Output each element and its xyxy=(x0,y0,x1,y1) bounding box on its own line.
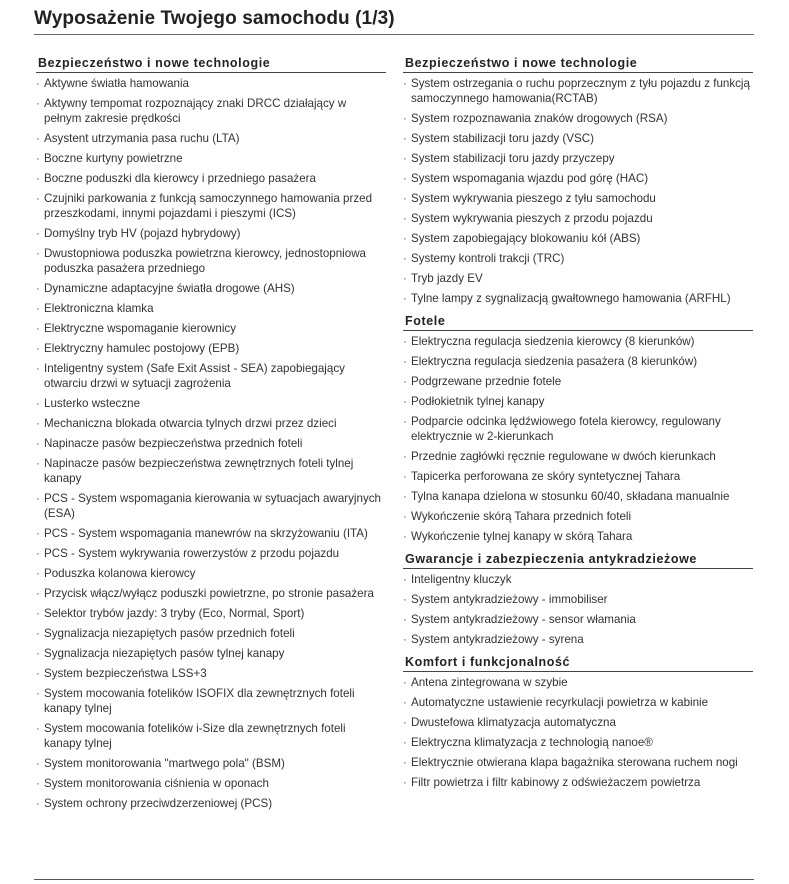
bullet-icon: · xyxy=(36,302,40,315)
bullet-icon: · xyxy=(403,172,407,185)
item-text: System stabilizacji toru jazdy (VSC) xyxy=(411,132,594,145)
item-text: Asystent utrzymania pasa ruchu (LTA) xyxy=(44,132,240,145)
bullet-icon: · xyxy=(403,633,407,646)
bullet-icon: · xyxy=(403,613,407,626)
item-text: System antykradzieżowy - syrena xyxy=(411,633,584,646)
bullet-icon: · xyxy=(36,172,40,185)
right-column xyxy=(403,56,753,798)
bullet-icon: · xyxy=(403,530,407,543)
equipment-list xyxy=(403,334,753,544)
list-item xyxy=(403,374,753,389)
bullet-icon: · xyxy=(36,492,40,505)
bullet-icon: · xyxy=(36,77,40,90)
bullet-icon: · xyxy=(36,647,40,660)
equipment-list xyxy=(403,572,753,647)
bullet-icon: · xyxy=(36,322,40,335)
bullet-icon: · xyxy=(36,547,40,560)
bullet-icon: · xyxy=(403,252,407,265)
list-item xyxy=(36,546,386,561)
section-heading: Gwarancje i zabezpieczenia antykradzieżowe xyxy=(403,552,753,569)
list-item xyxy=(36,191,386,221)
bullet-icon: · xyxy=(36,527,40,540)
bullet-icon: · xyxy=(36,362,40,375)
equipment-section xyxy=(36,56,386,811)
equipment-list xyxy=(403,76,753,306)
list-item xyxy=(403,191,753,206)
item-text: System zapobiegający blokowaniu kół (ABS) xyxy=(411,232,641,245)
bullet-icon: · xyxy=(403,593,407,606)
item-text: Przednie zagłówki ręcznie regulowane w dwóch kierunkach xyxy=(411,450,716,463)
item-text: System mocowania fotelików ISOFIX dla zewnętrznych foteli kanapy tylnej xyxy=(44,687,355,715)
bullet-icon: · xyxy=(403,490,407,503)
list-item xyxy=(403,111,753,126)
item-text: Elektryczna klimatyzacja z technologią nanoe® xyxy=(411,736,653,749)
bullet-icon: · xyxy=(403,335,407,348)
item-text: Elektrycznie otwierana klapa bagażnika sterowana ruchem nogi xyxy=(411,756,738,769)
bullet-icon: · xyxy=(403,716,407,729)
list-item xyxy=(403,509,753,524)
list-item xyxy=(403,592,753,607)
item-text: Elektryczny hamulec postojowy (EPB) xyxy=(44,342,240,355)
list-item xyxy=(36,246,386,276)
item-text: Napinacze pasów bezpieczeństwa zewnętrznych foteli tylnej kanapy xyxy=(44,457,354,485)
item-text: Elektryczna regulacja siedzenia pasażera (8 kierunków) xyxy=(411,355,698,368)
item-text: Wykończenie skórą Tahara przednich foteli xyxy=(411,510,632,523)
bullet-icon: · xyxy=(403,77,407,90)
list-item xyxy=(403,251,753,266)
bullet-icon: · xyxy=(36,567,40,580)
list-item xyxy=(403,612,753,627)
bullet-icon: · xyxy=(403,736,407,749)
item-text: Tylna kanapa dzielona w stosunku 60/40, składana manualnie xyxy=(411,490,730,503)
bullet-icon: · xyxy=(36,457,40,470)
bullet-icon: · xyxy=(36,437,40,450)
bullet-icon: · xyxy=(36,227,40,240)
list-item xyxy=(403,354,753,369)
list-item xyxy=(403,231,753,246)
item-text: Boczne kurtyny powietrzne xyxy=(44,152,183,165)
list-item xyxy=(403,211,753,226)
list-item xyxy=(36,626,386,641)
bullet-icon: · xyxy=(403,395,407,408)
item-text: Wykończenie tylnej kanapy w skórą Tahara xyxy=(411,530,633,543)
list-item xyxy=(36,321,386,336)
list-item xyxy=(36,281,386,296)
item-text: Tryb jazdy EV xyxy=(411,272,483,285)
bottom-divider xyxy=(34,879,754,880)
page-title: Wyposażenie Twojego samochodu (1/3) xyxy=(34,8,395,29)
list-item xyxy=(36,96,386,126)
list-item xyxy=(403,775,753,790)
item-text: Podgrzewane przednie fotele xyxy=(411,375,562,388)
item-text: System rozpoznawania znaków drogowych (RSA) xyxy=(411,112,668,125)
bullet-icon: · xyxy=(403,355,407,368)
list-item xyxy=(36,586,386,601)
bullet-icon: · xyxy=(36,687,40,700)
list-item xyxy=(36,796,386,811)
item-text: System bezpieczeństwa LSS+3 xyxy=(44,667,207,680)
list-item xyxy=(403,151,753,166)
item-text: Napinacze pasów bezpieczeństwa przednich foteli xyxy=(44,437,303,450)
item-text: System wykrywania pieszego z tyłu samochodu xyxy=(411,192,656,205)
equipment-section xyxy=(403,655,753,790)
bullet-icon: · xyxy=(403,776,407,789)
item-text: Sygnalizacja niezapiętych pasów tylnej kanapy xyxy=(44,647,285,660)
item-text: Elektryczne wspomaganie kierownicy xyxy=(44,322,237,335)
section-heading: Bezpieczeństwo i nowe technologie xyxy=(403,56,753,73)
item-text: PCS - System wykrywania rowerzystów z przodu pojazdu xyxy=(44,547,340,560)
item-text: Domyślny tryb HV (pojazd hybrydowy) xyxy=(44,227,241,240)
bullet-icon: · xyxy=(403,152,407,165)
list-item xyxy=(36,756,386,771)
list-item xyxy=(36,456,386,486)
item-text: System stabilizacji toru jazdy przyczepy xyxy=(411,152,615,165)
list-item xyxy=(36,171,386,186)
list-item xyxy=(403,572,753,587)
item-text: Aktywny tempomat rozpoznający znaki DRCC działający w pełnym zakresie prędkości xyxy=(44,97,347,125)
item-text: Filtr powietrza i filtr kabinowy z odświeżaczem powietrza xyxy=(411,776,701,789)
item-text: System ochrony przeciwdzerzeniowej (PCS) xyxy=(44,797,273,810)
item-text: Dwustefowa klimatyzacja automatyczna xyxy=(411,716,616,729)
list-item xyxy=(36,666,386,681)
bullet-icon: · xyxy=(403,573,407,586)
list-item xyxy=(403,334,753,349)
bullet-icon: · xyxy=(36,607,40,620)
item-text: System ostrzegania o ruchu poprzecznym z tyłu pojazdu z funkcją samoczynnego hamowania(RCTAB) xyxy=(411,77,750,105)
item-text: Podparcie odcinka lędźwiowego fotela kierowcy, regulowany elektrycznie w 2-kierunkach xyxy=(411,415,721,443)
list-item xyxy=(36,776,386,791)
bullet-icon: · xyxy=(36,587,40,600)
item-text: Antena zintegrowana w szybie xyxy=(411,676,568,689)
list-item xyxy=(36,226,386,241)
list-item xyxy=(36,646,386,661)
bullet-icon: · xyxy=(36,417,40,430)
item-text: Automatyczne ustawienie recyrkulacji powietrza w kabinie xyxy=(411,696,709,709)
bullet-icon: · xyxy=(403,212,407,225)
list-item xyxy=(36,566,386,581)
list-item xyxy=(403,271,753,286)
list-item xyxy=(36,436,386,451)
equipment-section xyxy=(403,552,753,647)
item-text: Poduszka kolanowa kierowcy xyxy=(44,567,196,580)
list-item xyxy=(403,414,753,444)
list-item xyxy=(36,721,386,751)
title-divider xyxy=(34,34,754,35)
bullet-icon: · xyxy=(36,192,40,205)
item-text: Inteligentny system (Safe Exit Assist - SEA) zapobiegający otwarciu drzwi w sytuacji zagrożenia xyxy=(44,362,345,390)
list-item xyxy=(403,632,753,647)
list-item xyxy=(36,526,386,541)
list-item xyxy=(403,755,753,770)
bullet-icon: · xyxy=(36,777,40,790)
bullet-icon: · xyxy=(36,282,40,295)
list-item xyxy=(403,529,753,544)
list-item xyxy=(403,469,753,484)
list-item xyxy=(403,695,753,710)
item-text: Elektroniczna klamka xyxy=(44,302,154,315)
section-heading: Komfort i funkcjonalność xyxy=(403,655,753,672)
list-item xyxy=(36,151,386,166)
item-text: Selektor trybów jazdy: 3 tryby (Eco, Normal, Sport) xyxy=(44,607,305,620)
item-text: Przycisk włącz/wyłącz poduszki powietrzne, po stronie pasażera xyxy=(44,587,374,600)
bullet-icon: · xyxy=(36,757,40,770)
bullet-icon: · xyxy=(36,342,40,355)
list-item xyxy=(403,735,753,750)
list-item xyxy=(36,491,386,521)
bullet-icon: · xyxy=(403,450,407,463)
bullet-icon: · xyxy=(36,97,40,110)
bullet-icon: · xyxy=(403,415,407,428)
list-item xyxy=(403,449,753,464)
item-text: System monitorowania ciśnienia w oponach xyxy=(44,777,269,790)
list-item xyxy=(403,715,753,730)
list-item xyxy=(36,686,386,716)
list-item xyxy=(403,171,753,186)
item-text: Boczne poduszki dla kierowcy i przedniego pasażera xyxy=(44,172,316,185)
item-text: System mocowania fotelików i-Size dla zewnętrznych foteli kanapy tylnej xyxy=(44,722,346,750)
item-text: System antykradzieżowy - immobiliser xyxy=(411,593,608,606)
bullet-icon: · xyxy=(36,397,40,410)
item-text: Elektryczna regulacja siedzenia kierowcy (8 kierunków) xyxy=(411,335,695,348)
bullet-icon: · xyxy=(36,722,40,735)
list-item xyxy=(403,131,753,146)
bullet-icon: · xyxy=(36,247,40,260)
bullet-icon: · xyxy=(403,470,407,483)
equipment-list xyxy=(403,675,753,790)
item-text: Lusterko wsteczne xyxy=(44,397,141,410)
bullet-icon: · xyxy=(403,292,407,305)
list-item xyxy=(403,291,753,306)
item-text: Czujniki parkowania z funkcją samoczynnego hamowania przed przeszkodami, innymi pojazdami i pieszymi (ICS) xyxy=(44,192,373,220)
equipment-list xyxy=(36,76,386,811)
list-item xyxy=(36,76,386,91)
bullet-icon: · xyxy=(403,696,407,709)
list-item xyxy=(36,606,386,621)
left-column xyxy=(36,56,386,819)
equipment-section xyxy=(403,314,753,544)
item-text: Sygnalizacja niezapiętych pasów przednich foteli xyxy=(44,627,295,640)
bullet-icon: · xyxy=(403,375,407,388)
item-text: Dwustopniowa poduszka powietrzna kierowcy, jednostopniowa poduszka pasażera przedniego xyxy=(44,247,367,275)
item-text: PCS - System wspomagania manewrów na skrzyżowaniu (ITA) xyxy=(44,527,368,540)
list-item xyxy=(403,394,753,409)
item-text: PCS - System wspomagania kierowania w sytuacjach awaryjnych (ESA) xyxy=(44,492,381,520)
list-item xyxy=(36,396,386,411)
list-item xyxy=(36,131,386,146)
list-item xyxy=(36,341,386,356)
item-text: System antykradzieżowy - sensor włamania xyxy=(411,613,636,626)
bullet-icon: · xyxy=(403,232,407,245)
item-text: Systemy kontroli trakcji (TRC) xyxy=(411,252,565,265)
bullet-icon: · xyxy=(403,510,407,523)
list-item xyxy=(403,76,753,106)
item-text: System monitorowania "martwego pola" (BSM) xyxy=(44,757,285,770)
equipment-section xyxy=(403,56,753,306)
bullet-icon: · xyxy=(36,667,40,680)
bullet-icon: · xyxy=(403,132,407,145)
bullet-icon: · xyxy=(36,132,40,145)
item-text: System wspomagania wjazdu pod górę (HAC) xyxy=(411,172,649,185)
item-text: Dynamiczne adaptacyjne światła drogowe (AHS) xyxy=(44,282,295,295)
section-heading: Fotele xyxy=(403,314,753,331)
bullet-icon: · xyxy=(36,797,40,810)
bullet-icon: · xyxy=(36,627,40,640)
item-text: Podłokietnik tylnej kanapy xyxy=(411,395,545,408)
list-item xyxy=(403,489,753,504)
item-text: Tylne lampy z sygnalizacją gwałtownego hamowania (ARFHL) xyxy=(411,292,731,305)
item-text: System wykrywania pieszych z przodu pojazdu xyxy=(411,212,653,225)
item-text: Tapicerka perforowana ze skóry syntetycznej Tahara xyxy=(411,470,681,483)
bullet-icon: · xyxy=(403,676,407,689)
list-item xyxy=(36,416,386,431)
list-item xyxy=(36,301,386,316)
bullet-icon: · xyxy=(403,272,407,285)
bullet-icon: · xyxy=(403,756,407,769)
list-item xyxy=(403,675,753,690)
item-text: Mechaniczna blokada otwarcia tylnych drzwi przez dzieci xyxy=(44,417,337,430)
bullet-icon: · xyxy=(403,112,407,125)
section-heading: Bezpieczeństwo i nowe technologie xyxy=(36,56,386,73)
bullet-icon: · xyxy=(36,152,40,165)
bullet-icon: · xyxy=(403,192,407,205)
list-item xyxy=(36,361,386,391)
item-text: Aktywne światła hamowania xyxy=(44,77,189,90)
item-text: Inteligentny kluczyk xyxy=(411,573,512,586)
